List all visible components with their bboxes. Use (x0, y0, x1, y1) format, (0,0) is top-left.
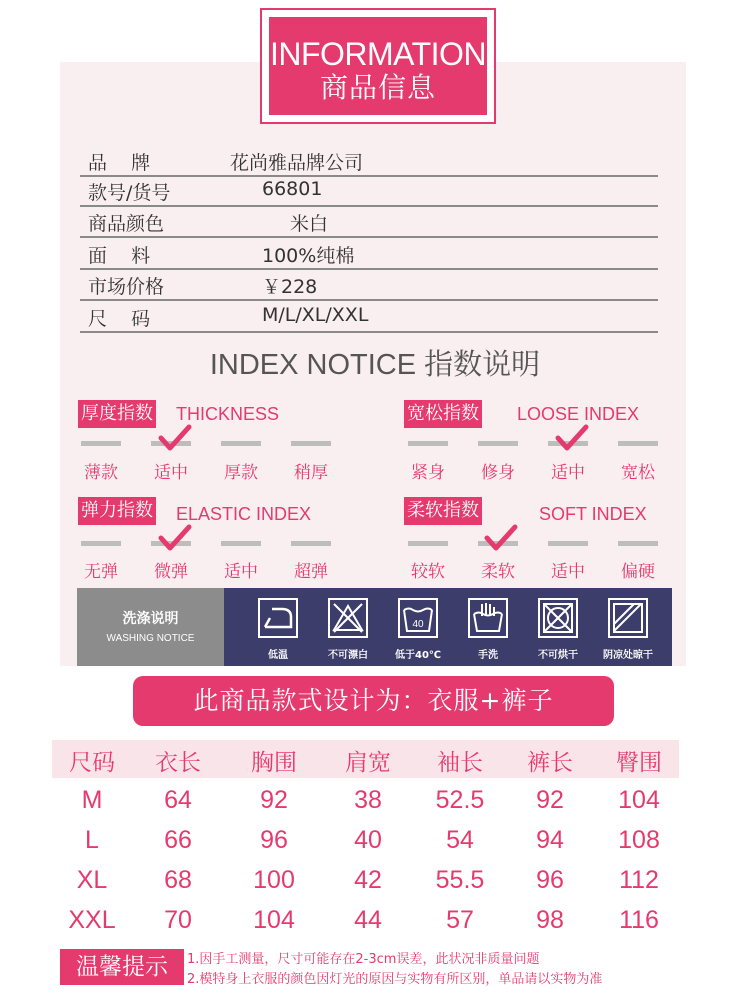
size-table-cell: 96 (260, 826, 288, 854)
check-mark-icon (158, 524, 192, 552)
washing-notice (77, 588, 672, 666)
header-title-en: INFORMATION (269, 36, 487, 72)
thickness-option: 厚款 (224, 463, 258, 483)
wash-item-tumble (524, 588, 592, 666)
info-row-fabric (80, 238, 658, 270)
loose-option: 修身 (481, 463, 515, 483)
wash-label: 不可烘干 (538, 650, 578, 661)
thickness-bar-4 (291, 441, 331, 446)
soft-bar-4 (618, 541, 658, 546)
size-table-cell: L (85, 826, 99, 854)
loose-option: 适中 (551, 463, 585, 483)
size-table-cell: XXL (68, 906, 116, 934)
wash-item-bleach (314, 588, 382, 666)
check-mark-icon (555, 424, 589, 452)
no-bleach-icon (328, 598, 368, 638)
wash-label: 手洗 (478, 650, 498, 661)
soft-index-tag: 柔软指数 (404, 497, 482, 525)
wash-temp-text: 40 (412, 619, 424, 630)
thickness-index-tag: 厚度指数 (78, 400, 156, 428)
size-table-cell: 44 (354, 906, 382, 934)
size-table-cell: 52.5 (435, 786, 485, 814)
soft-index-label: SOFT INDEX (539, 504, 647, 524)
header-title-cn: 商品信息 (319, 71, 436, 104)
loose-index-label: LOOSE INDEX (517, 404, 640, 424)
thickness-index-label: THICKNESS (176, 404, 280, 424)
elastic-bar-4 (291, 541, 331, 546)
info-label: 品 牌 (88, 152, 151, 174)
washing-title-en: WASHING NOTICE (106, 633, 195, 644)
loose-index-tag: 宽松指数 (404, 400, 482, 428)
size-table-header: 尺码 (69, 750, 115, 776)
info-value: 花尚雅品牌公司 (230, 152, 364, 174)
info-label: 款号/货号 (88, 182, 171, 204)
size-table-cell: XL (76, 866, 108, 894)
thickness-option: 薄款 (84, 463, 118, 483)
wash-40-icon (398, 598, 438, 638)
size-table-cell: 98 (536, 906, 564, 934)
no-tumble-dry-icon (538, 598, 578, 638)
info-value: 米白 (290, 213, 329, 235)
info-label: 面 料 (88, 245, 151, 267)
size-table-cell: 54 (446, 826, 474, 854)
soft-bar-3 (548, 541, 588, 546)
elastic-index-label: ELASTIC INDEX (176, 504, 312, 524)
size-table-cell: 57 (446, 906, 474, 934)
elastic-bar-1 (81, 541, 121, 546)
info-row-size (80, 301, 658, 333)
soft-option: 较软 (411, 562, 445, 582)
wash-label: 低温 (268, 650, 288, 661)
size-table-cell: 66 (164, 826, 192, 854)
elastic-option: 适中 (224, 562, 258, 582)
wash-item-wash40 (384, 588, 452, 666)
size-table-header: 裤长 (527, 750, 573, 776)
size-table-cell: 104 (618, 786, 660, 814)
thickness-option: 适中 (154, 463, 188, 483)
soft-bar-1 (408, 541, 448, 546)
size-table-header: 胸围 (251, 750, 297, 776)
info-value: M/L/XL/XXL (262, 304, 369, 326)
size-table-cell: 70 (164, 906, 192, 934)
size-table-cell: 100 (253, 866, 295, 894)
hand-wash-icon (468, 598, 508, 638)
loose-option: 宽松 (621, 463, 655, 483)
tips-label: 温馨提示 (60, 949, 184, 985)
loose-bar-2 (478, 441, 518, 446)
thickness-option: 稍厚 (294, 463, 328, 483)
iron-low-icon (258, 598, 298, 638)
size-table-cell: 116 (619, 906, 659, 934)
size-table-header: 衣长 (155, 750, 201, 776)
info-row-style-number (80, 175, 658, 207)
check-mark-icon (484, 524, 518, 552)
info-row-brand (80, 145, 658, 177)
size-table-header: 肩宽 (345, 750, 391, 776)
size-table-cell: 64 (164, 786, 192, 814)
size-table-header: 臀围 (616, 750, 662, 776)
tip-line: 1.因手工测量，尺寸可能存在2-3cm误差，此状况非质量问题 (187, 952, 540, 967)
size-table-cell: 104 (253, 906, 295, 934)
size-table-cell: 96 (536, 866, 564, 894)
wash-label: 不可漂白 (328, 650, 368, 661)
size-table-cell: 92 (536, 786, 564, 814)
wash-label: 低于40℃ (394, 650, 442, 661)
info-label: 尺 码 (88, 308, 151, 330)
info-value: 100%纯棉 (262, 245, 355, 267)
shade-dry-icon (608, 598, 648, 638)
wash-label: 阴凉处晾干 (603, 650, 653, 661)
information-header (260, 8, 496, 124)
thickness-bar-3 (221, 441, 261, 446)
index-notice-title: INDEX NOTICE 指数说明 (209, 349, 541, 381)
soft-option: 偏硬 (621, 562, 655, 582)
size-table-cell: 38 (354, 786, 382, 814)
size-table-cell: 92 (260, 786, 288, 814)
soft-option: 柔软 (481, 562, 515, 582)
wash-item-iron (244, 588, 312, 666)
wash-item-shade-dry (594, 588, 662, 666)
info-row-price (80, 269, 658, 301)
info-row-color (80, 206, 658, 238)
elastic-option: 无弹 (84, 562, 118, 582)
info-label: 市场价格 (88, 276, 165, 298)
size-table-cell: 112 (619, 866, 659, 894)
thickness-bar-1 (81, 441, 121, 446)
size-table-cell: M (81, 786, 103, 814)
elastic-index-tag: 弹力指数 (78, 497, 156, 525)
washing-title-cn: 洗涤说明 (122, 611, 179, 627)
wash-item-handwash (454, 588, 522, 666)
elastic-option: 微弹 (154, 562, 188, 582)
check-mark-icon (158, 424, 192, 452)
loose-bar-1 (408, 441, 448, 446)
info-label: 商品颜色 (88, 213, 165, 235)
design-banner: 此商品款式设计为：衣服+裤子 (133, 676, 614, 726)
size-table-cell: 68 (164, 866, 192, 894)
size-table-header: 袖长 (437, 750, 483, 776)
elastic-option: 超弹 (294, 562, 328, 582)
soft-option: 适中 (551, 562, 585, 582)
loose-option: 紧身 (411, 463, 445, 483)
size-table-cell: 108 (618, 826, 660, 854)
info-value: ￥228 (262, 276, 318, 298)
size-table-cell: 55.5 (435, 866, 485, 894)
info-value: 66801 (262, 178, 323, 200)
tip-line: 2.模特身上衣服的颜色因灯光的原因与实物有所区别，单品请以实物为准 (187, 972, 603, 987)
loose-bar-4 (618, 441, 658, 446)
size-table-cell: 94 (536, 826, 564, 854)
washing-notice-title (77, 588, 224, 666)
elastic-bar-3 (221, 541, 261, 546)
size-table-cell: 40 (354, 826, 382, 854)
size-table-cell: 42 (354, 866, 382, 894)
